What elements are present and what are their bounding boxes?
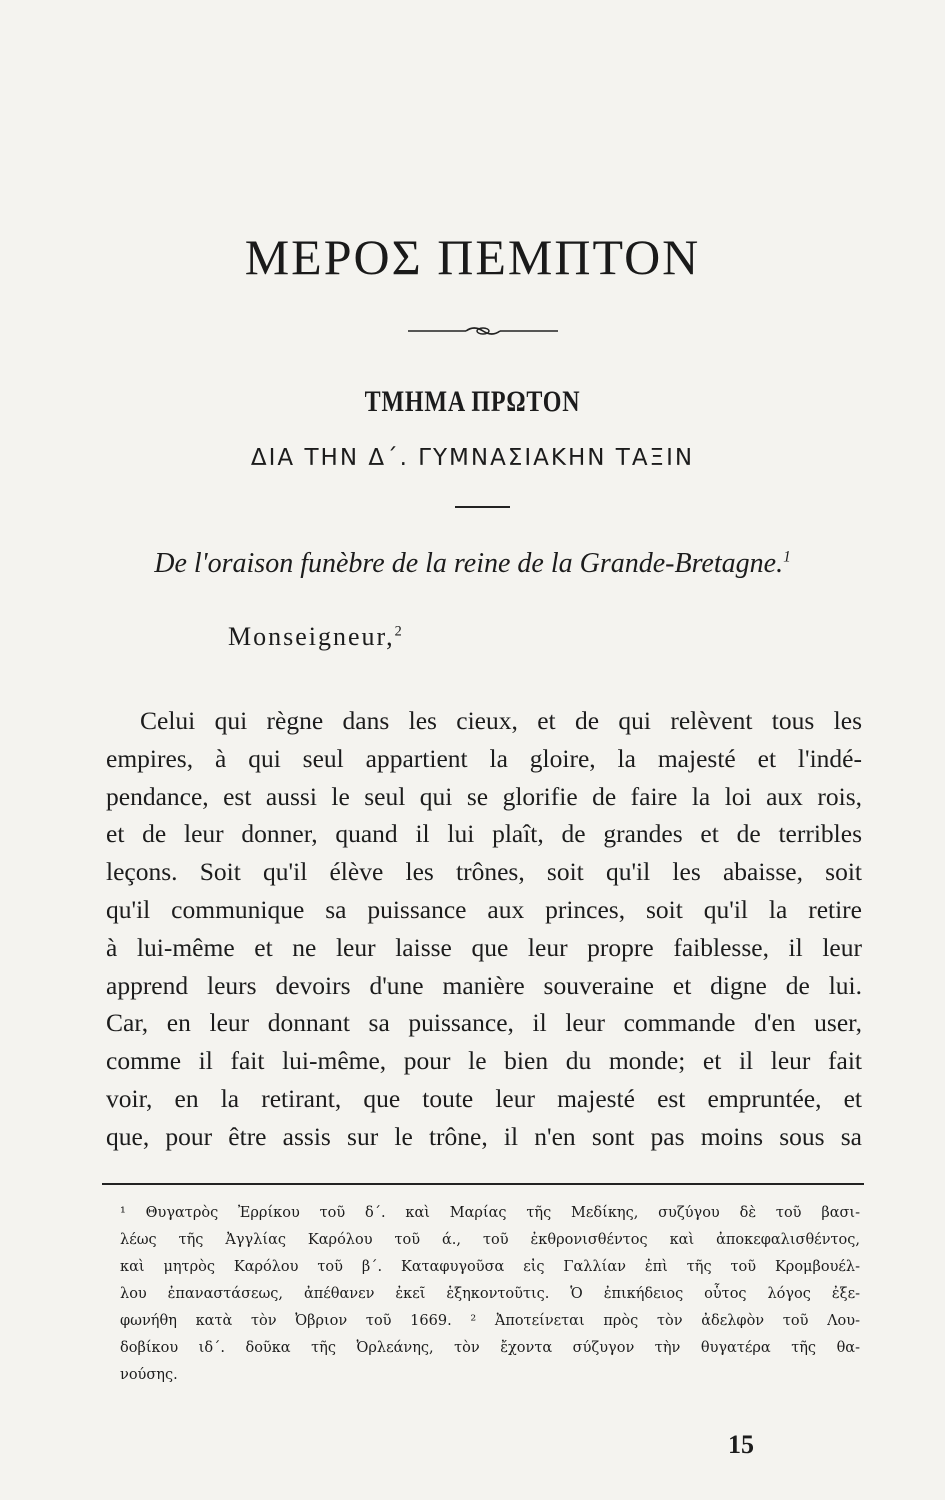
page-number: 15: [728, 1430, 754, 1459]
body-line: pendance, est aussi le seul qui se glorifie de faire la loi aux rois,: [106, 781, 862, 811]
footnote-rule: [102, 1183, 864, 1185]
body-line: que, pour être assis sur le trône, il n'en sont pas moins sous sa: [106, 1121, 862, 1151]
part-title: ΜΕΡΟΣ ΠΕΜΠΤΟΝ: [244, 229, 701, 285]
body-line: qu'il communique sa puissance aux princes, soit qu'il la retire: [106, 894, 862, 924]
salutation-label: Monseigneur,: [228, 622, 395, 651]
short-divider: [455, 506, 510, 508]
body-line: apprend leurs devoirs d'une manière souveraine et digne de lui.: [106, 970, 862, 1000]
footnotes: [120, 1200, 860, 1389]
footnote-marker-2: 2: [394, 623, 404, 640]
ornament-divider-icon: [408, 324, 558, 338]
body-line: voir, en la retirant, que toute leur majesté est empruntée, et: [106, 1083, 862, 1113]
class-line: ΔΙΑ ΤΗΝ Δ΄. ΓΥΜΝΑΣΙΑΚΗΝ ΤΑΞΙΝ: [250, 445, 695, 471]
body-line: comme il fait lui-même, pour le bien du monde; et il leur fait: [106, 1046, 862, 1076]
footnote-line: νούσης.: [120, 1367, 178, 1383]
body-line: empires, à qui seul appartient la gloire, la majesté et l'indé-: [106, 743, 862, 773]
body-text: [106, 702, 862, 1156]
footnote-line: ¹ Θυγατρὸς Ἐρρίκου τοῦ δ΄. καὶ Μαρίας τῆς Μεδίκης, συζύγου δὲ τοῦ βασι-: [120, 1205, 860, 1221]
text-title: [0, 548, 945, 580]
body-line: et de leur donner, quand il lui plaît, de grandes et de terribles: [106, 819, 862, 849]
body-line: à lui-même et ne leur laisse que leur propre faiblesse, il leur: [106, 932, 862, 962]
footnote-line: καὶ μητρὸς Καρόλου τοῦ β΄. Καταφυγοῦσα εἰς Γαλλίαν ἐπὶ τῆς τοῦ Κρομβουέλ-: [120, 1259, 860, 1275]
body-line: leçons. Soit qu'il élève les trônes, soit qu'il les abaisse, soit: [106, 857, 862, 887]
footnote-line: λέως τῆς Ἀγγλίας Καρόλου τοῦ ά., τοῦ ἐκθρονισθέντος καὶ ἀποκεφαλισθέντος,: [120, 1232, 860, 1248]
section-title: ΤΜΗΜΑ ΠΡΩΤΟΝ: [364, 385, 581, 418]
footnote-line: δοβίκου ιδ΄. δοῦκα τῆς Ὀρλεάνης, τὸν ἔχοντα σύζυγον τὴν θυγατέρα τῆς θα-: [120, 1340, 860, 1356]
footnote-marker-1: 1: [783, 548, 791, 566]
text-title-label: De l'oraison funèbre de la reine de la Grande-Bretagne.: [154, 548, 784, 579]
body-line: Car, en leur donnant sa puissance, il leur commande d'en user,: [106, 1008, 862, 1038]
salutation: [228, 622, 404, 652]
body-line: Celui qui règne dans les cieux, et de qui relèvent tous les: [140, 706, 862, 735]
footnote-line: φωνήθη κατὰ τὸν Ὀβριον τοῦ 1669. ² Ἀποτείνεται πρὸς τὸν ἀδελφὸν τοῦ Λου-: [120, 1313, 860, 1329]
footnote-line: λου ἐπαναστάσεως, ἀπέθανεν ἐκεῖ ἑξηκοντοῦτις. Ὁ ἐπικήδειος οὗτος λόγος ἐξε-: [120, 1286, 860, 1302]
